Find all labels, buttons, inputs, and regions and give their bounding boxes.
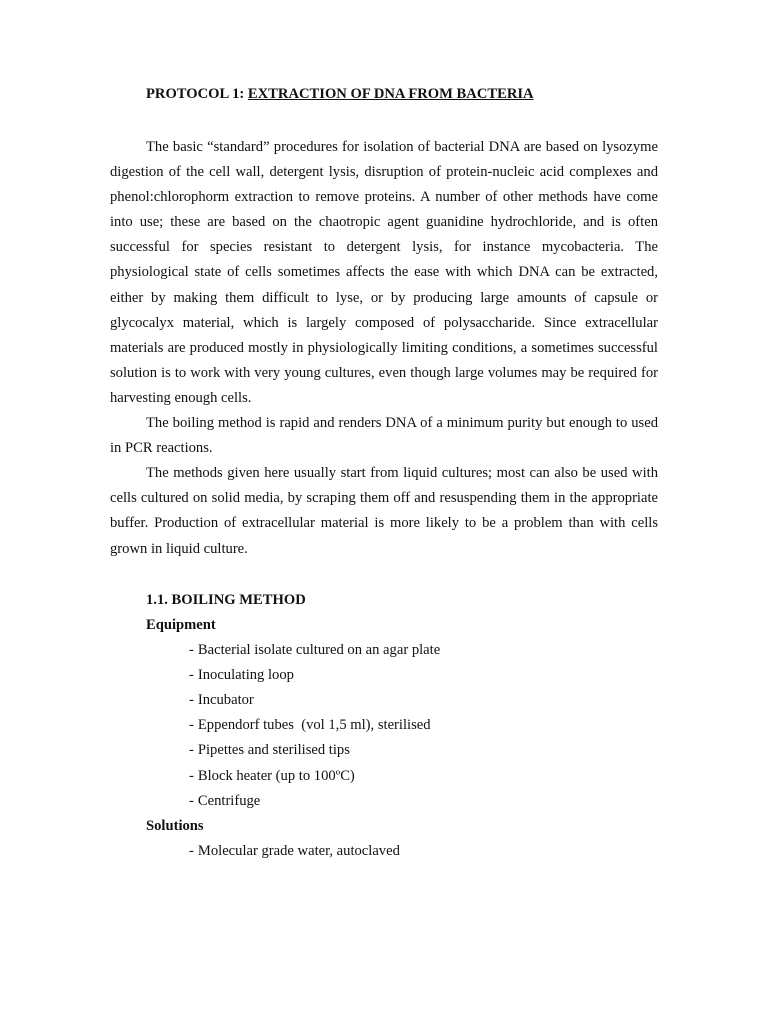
equipment-list [110, 638, 658, 814]
protocol-title-underlined: EXTRACTION OF DNA FROM BACTERIA [247, 86, 534, 102]
list-item: - Block heater (up to 100ºC) [189, 767, 355, 784]
methods-paragraph: The methods given here usually start from liquid cultures; most can also be used with cells cultured on solid media, by scraping them off and resuspending them in the appropriate buffer. Production of extracellular material is more likely to be a problem than with cells grown in liquid culture. [110, 465, 658, 557]
solutions-heading: Solutions [146, 818, 204, 835]
solutions-list [110, 839, 658, 864]
list-item: - Eppendorf tubes (vol 1,5 ml), sterilised [189, 717, 431, 734]
document-page [110, 82, 658, 864]
list-item: - Inoculating loop [189, 666, 294, 683]
protocol-title [146, 82, 658, 107]
intro-paragraph: The basic “standard” procedures for isolation of bacterial DNA are based on lysozyme digestion of the cell wall, detergent lysis, disruption of protein-nucleic acid complexes and phenol:chlorophorm extraction to remove proteins. A number of other methods have come into use; these are based on the chaotropic agent guanidine hydrochloride, and is often successful for species resistant to detergent lysis, for instance mycobacteria. The physiological state of cells sometimes affects the ease with which DNA can be extracted, either by making them difficult to lyse, or by producing large amounts of capsule or glycocalyx material, which is largely composed of polysaccharide. Since extracellular materials are produced mostly in physiologically limiting conditions, a sometimes successful solution is to work with very young cultures, even though large volumes may be required for harvesting enough cells. [110, 139, 658, 406]
protocol-title-prefix: PROTOCOL 1: [146, 86, 248, 102]
list-item: - Pipettes and sterilised tips [189, 742, 350, 759]
list-item: - Centrifuge [189, 792, 261, 809]
equipment-heading: Equipment [146, 616, 216, 633]
list-item: - Molecular grade water, autoclaved [189, 843, 400, 860]
boiling-paragraph: The boiling method is rapid and renders DNA of a minimum purity but enough to used in PCR reactions. [110, 415, 658, 457]
list-item: - Bacterial isolate cultured on an agar plate [189, 641, 441, 658]
section-heading: 1.1. BOILING METHOD [146, 591, 306, 608]
list-item: - Incubator [189, 692, 254, 708]
